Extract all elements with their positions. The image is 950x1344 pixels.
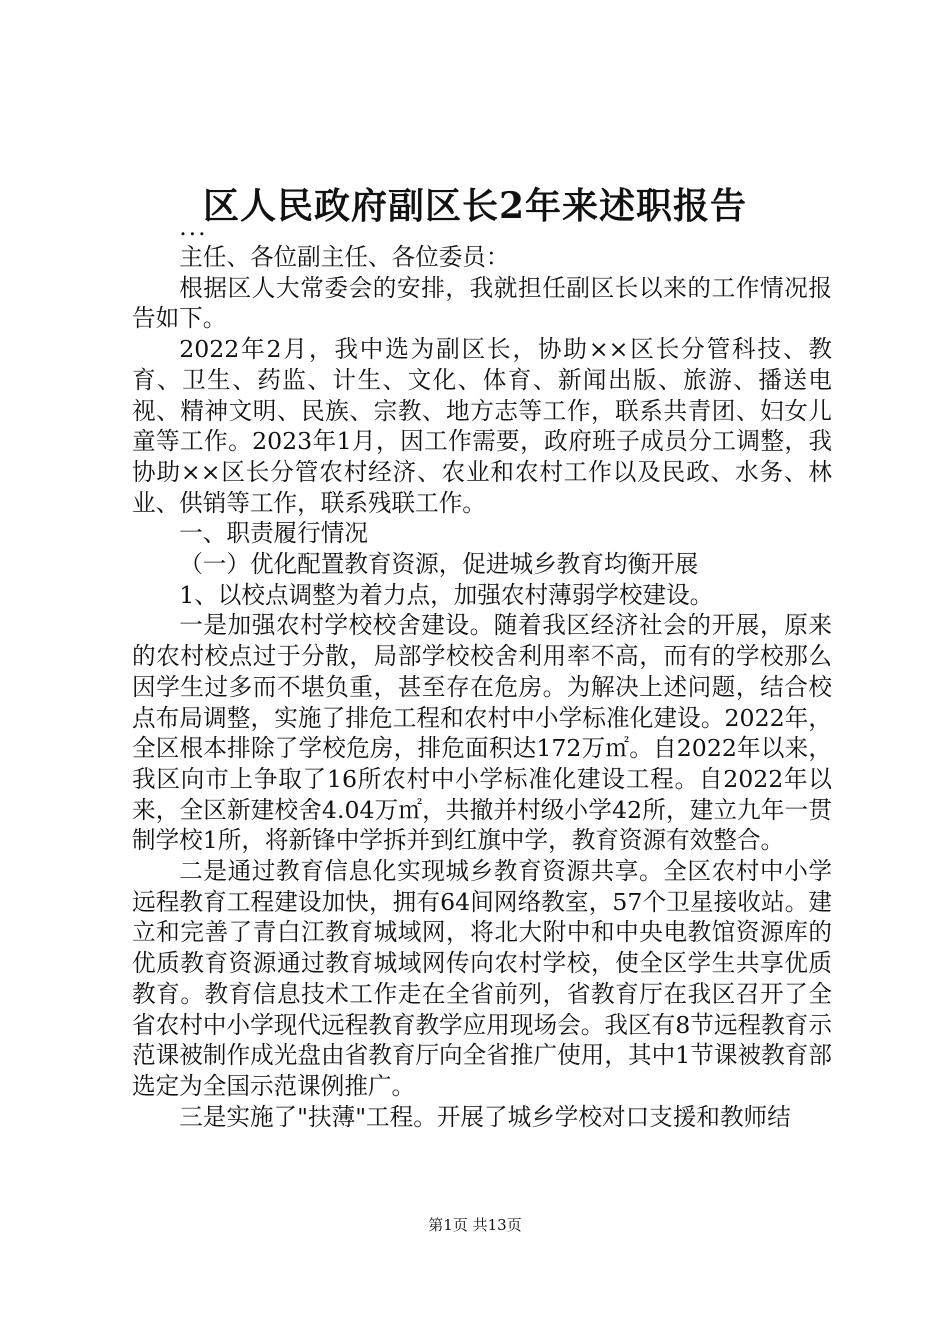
paragraph-education-informatization: 二是通过教育信息化实现城乡教育资源共享。全区农村中小学远程教育工程建设加快，拥有64间网络教室，57个卫星接收站。建立和完善了青白江教育城域网，将北大附中和中央电教馆资源库的优质教育资源通过教育城域网传向农村学校，使全区学生共享优质教育。教育信息技术工作走在全省前列，省教育厅在我区召开了全省农村中小学现代远程教育教学应用现场会。我区有8节远程教育示范课被制作成光盘由省教育厅向全省推广使用，其中1节课被教育部选定为全国示范课例推广。 [132, 857, 832, 1100]
paragraph-salutation: 主任、各位副主任、各位委员： [179, 243, 510, 271]
paragraph-support-project: 三是实施了"扶薄"工程。开展了城乡学校对口支援和教师结 [179, 1102, 791, 1131]
item-heading-1: 1、以校点调整为着力点，加强农村薄弱学校建设。 [179, 580, 714, 609]
page-title: 区人民政府副区长2年来述职报告 [202, 185, 748, 227]
paragraph-ellipsis: ... [179, 213, 208, 241]
page-footer: 第1页 共13页 [428, 1216, 522, 1234]
subsection-heading-1: （一）优化配置教育资源，促进城乡教育均衡开展 [179, 550, 699, 579]
paragraph-intro: 根据区人大常委会的安排，我就担任副区长以来的工作情况报告如下。 [132, 273, 832, 333]
paragraph-duties: 2022年2月，我中选为副区长，协助××区长分管科技、教育、卫生、药监、计生、文化、体育、新闻出版、旅游、播送电视、精神文明、民族、宗教、地方志等工作，联系共青团、妇女儿童等工作。2023年1月，因工作需要，政府班子成员分工调整，我协助××区长分管农村经济、农业和农村工作以及民政、水务、林业、供销等工作，联系残联工作。 [132, 335, 832, 517]
section-heading-1: 一、职责履行情况 [179, 519, 368, 548]
document-body [132, 212, 832, 1132]
paragraph-school-construction: 一是加强农村学校校舍建设。随着我区经济社会的开展，原来的农村校点过于分散，局部学校校舍利用率不高，而有的学校那么因学生过多而不堪负重，甚至存在危房。为解决上述问题，结合校点布局调整，实施了排危工程和农村中小学标准化建设。2022年，全区根本排除了学校危房，排危面积达172万㎡。自2022年以来，我区向市上争取了16所农村中小学标准化建设工程。自2022年以来，全区新建校舍4.04万㎡，共撤并村级小学42所，建立九年一贯制学校1所，将新锋中学拆并到红旗中学，教育资源有效整合。 [132, 611, 832, 855]
